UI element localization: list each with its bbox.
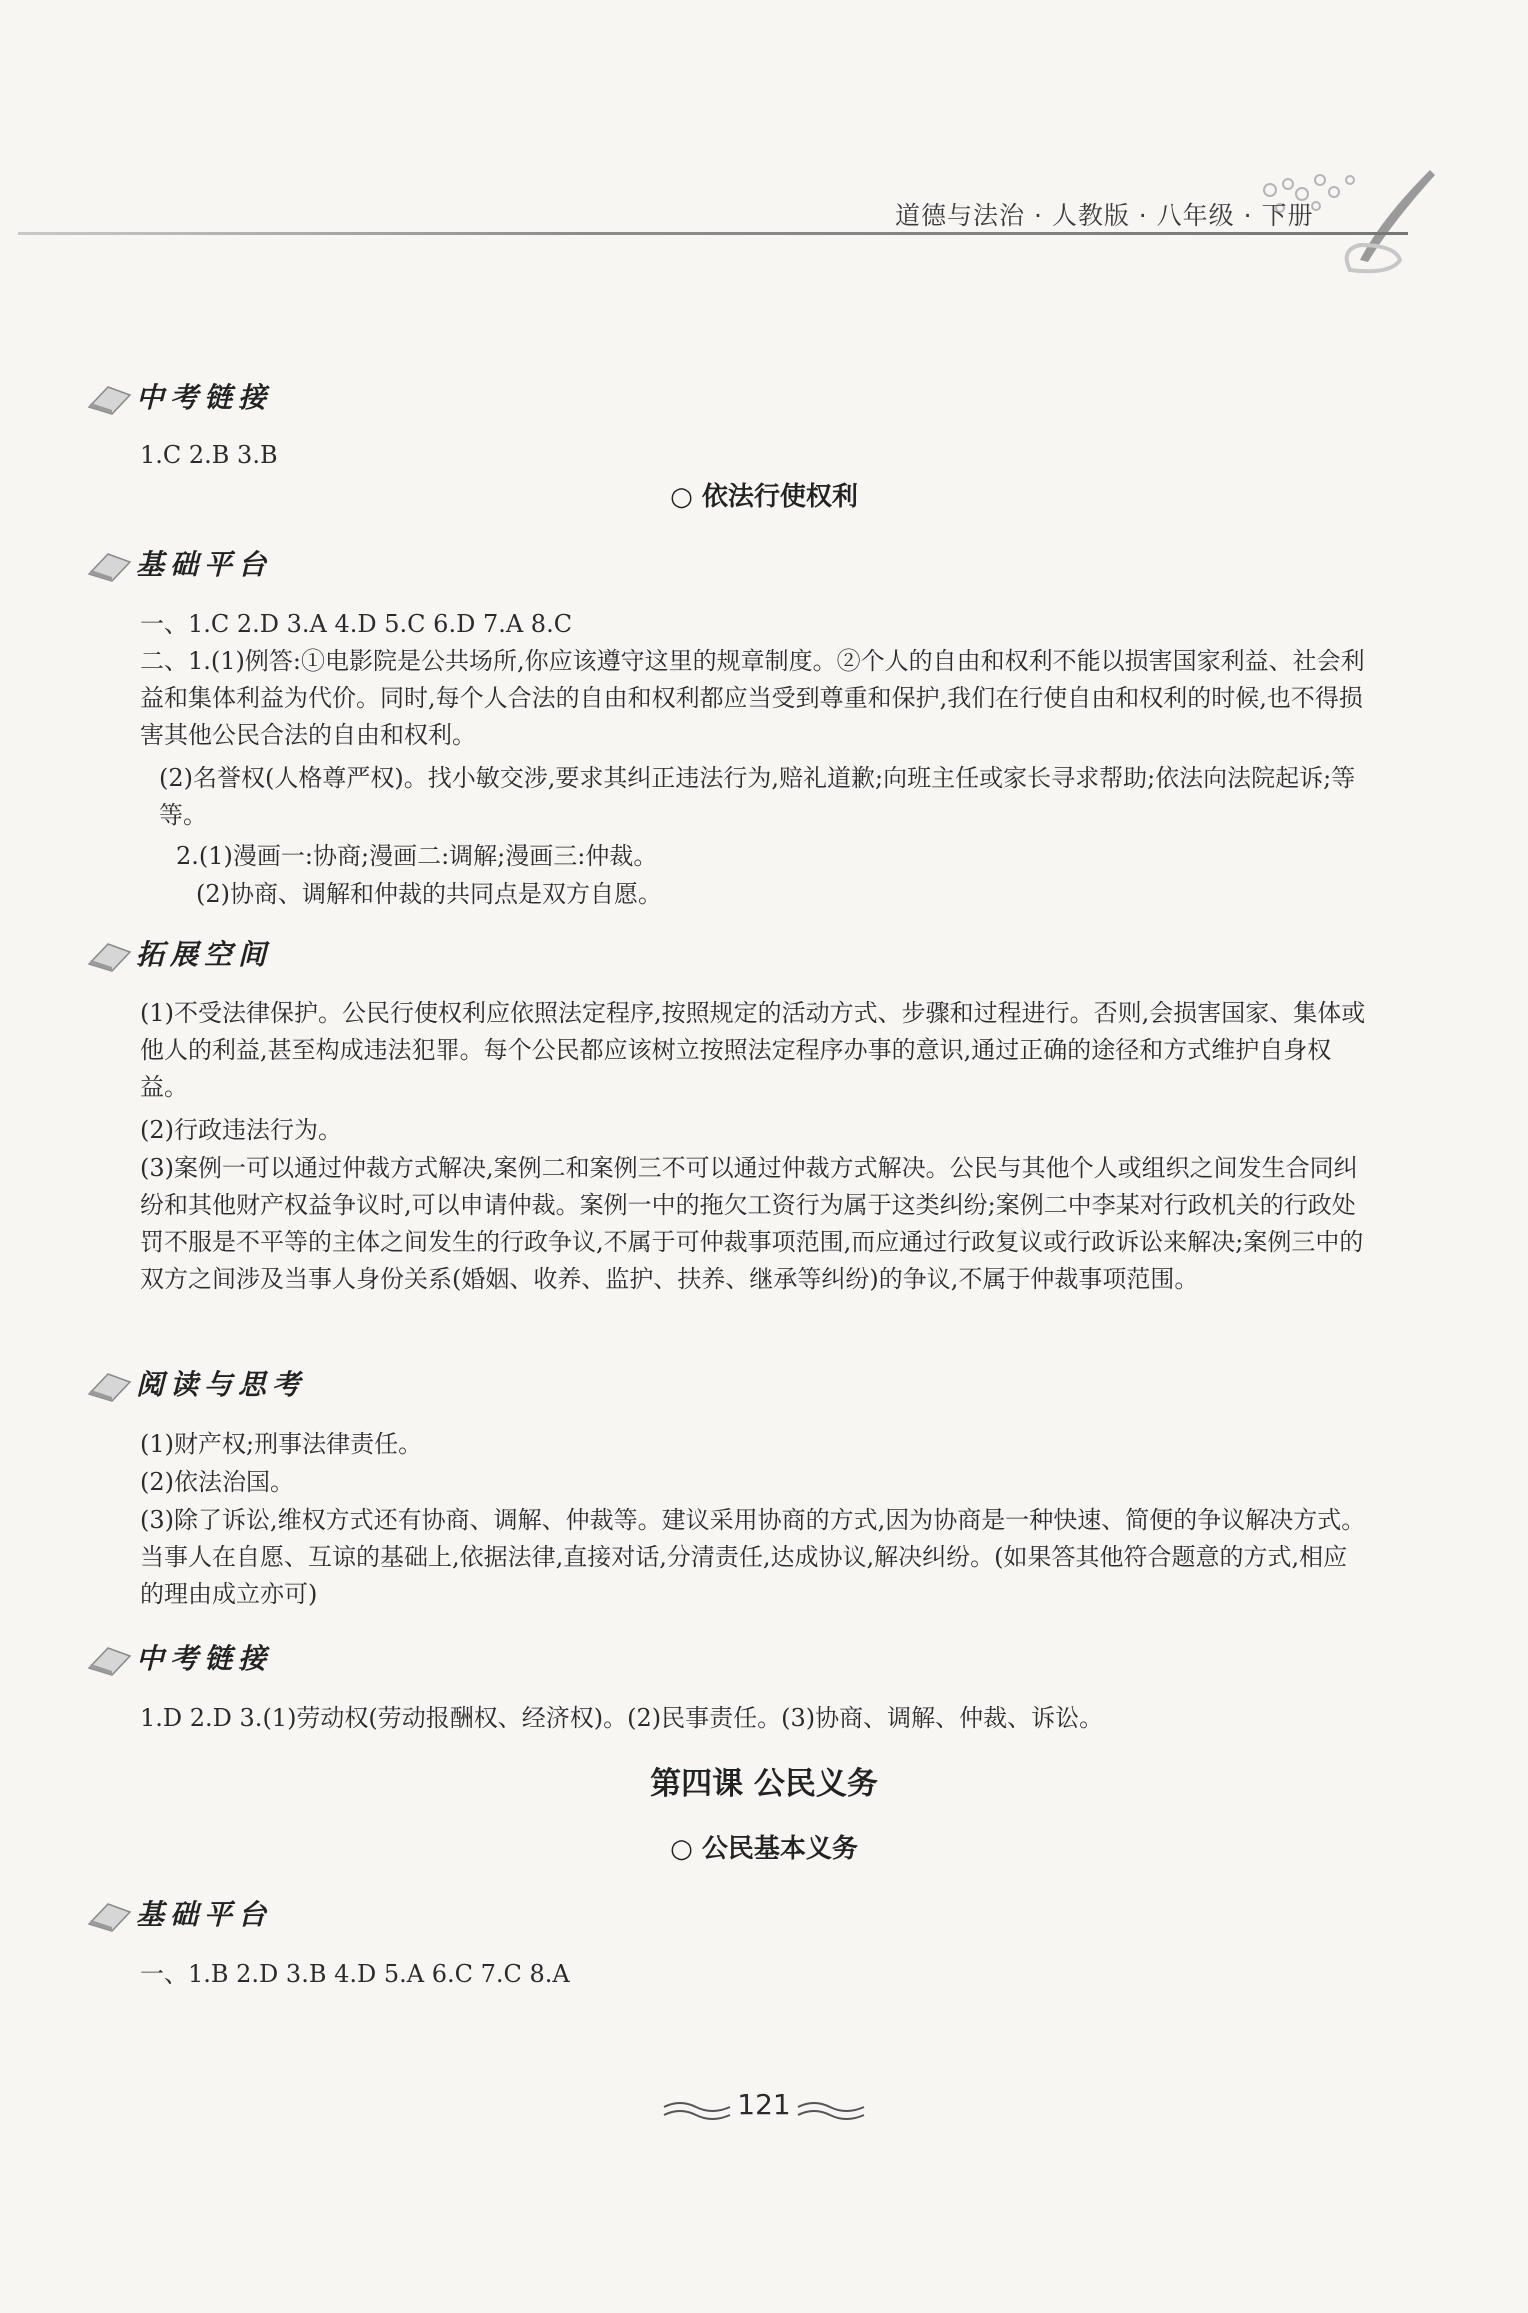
lesson-topic-title: ○ 公民基本义务	[670, 1834, 858, 1864]
answers-line: 一、1.C 2.D 3.A 4.D 5.C 6.D 7.A 8.C	[140, 610, 573, 638]
section-title: 中考链接	[136, 1642, 273, 1675]
wave-right-icon	[796, 2099, 866, 2121]
book-icon	[86, 377, 132, 415]
book-icon	[86, 934, 132, 972]
page-number	[0, 2088, 1528, 2121]
section-title: 阅读与思考	[136, 1368, 307, 1401]
section-title: 基础平台	[136, 1898, 273, 1931]
book-icon	[86, 1894, 132, 1932]
book-icon	[86, 1364, 132, 1402]
answer-line: (2)依法治国。	[140, 1468, 294, 1496]
section-heading-jichu-2	[86, 1890, 272, 1936]
answers-line: 1.D 2.D 3.(1)劳动权(劳动报酬权、经济权)。(2)民事责任。(3)协商、调解、仲裁、诉讼。	[140, 1704, 1104, 1732]
section-heading-jichu-1	[86, 540, 272, 586]
header-title: 道德与法治 · 人教版 · 八年级 · 下册	[895, 201, 1314, 230]
header-rule	[18, 232, 1408, 235]
section-title: 拓展空间	[136, 938, 273, 971]
answer-line: (2)行政违法行为。	[140, 1116, 342, 1144]
answer-paragraph: (3)案例一可以通过仲裁方式解决,案例二和案例三不可以通过仲裁方式解决。公民与其他个人或组织之间发生合同纠纷和其他财产权益争议时,可以申请仲裁。案例一中的拖欠工资行为属于这类纠纷;案例二中李某对行政机关的行政处罚不服是不平等的主体之间发生的行政争议,不属于可仲裁事项范围,而应通过行政复议或行政诉讼来解决;案例三中的双方之间涉及当事人身份关系(婚姻、收养、监护、扶养、继承等纠纷)的争议,不属于仲裁事项范围。	[140, 1154, 1364, 1293]
section-title: 中考链接	[136, 381, 273, 414]
answer-line: (2)协商、调解和仲裁的共同点是双方自愿。	[196, 880, 662, 908]
section-title: 基础平台	[136, 548, 273, 581]
book-icon	[86, 1638, 132, 1676]
answer-paragraph: (2)名誉权(人格尊严权)。找小敏交涉,要求其纠正违法行为,赔礼道歉;向班主任或家长寻求帮助;依法向法院起诉;等等。	[159, 764, 1356, 829]
book-icon	[86, 544, 132, 582]
answer-line: (1)财产权;刑事法律责任。	[140, 1430, 423, 1458]
answer-paragraph: 二、1.(1)例答:①电影院是公共场所,你应该遵守这里的规章制度。②个人的自由和权利不能以损害国家利益、社会利益和集体利益为代价。同时,每个人合法的自由和权利都应当受到尊重和保护,我们在行使自由和权利的时候,也不得损害其他公民合法的自由和权利。	[140, 647, 1365, 749]
answers-line: 1.C 2.B 3.B	[140, 441, 278, 469]
section-heading-yuedu	[86, 1360, 306, 1406]
lesson-topic-title: ○ 依法行使权利	[670, 482, 858, 512]
wave-left-icon	[662, 2099, 732, 2121]
answers-line: 一、1.B 2.D 3.B 4.D 5.A 6.C 7.C 8.A	[140, 1960, 570, 1988]
section-heading-zhongkao-2	[86, 1634, 272, 1680]
lesson-title: 第四课 公民义务	[650, 1766, 878, 1802]
answer-paragraph: (1)不受法律保护。公民行使权利应依照法定程序,按照规定的活动方式、步骤和过程进行。否则,会损害国家、集体或他人的利益,甚至构成违法犯罪。每个公民都应该树立按照法定程序办事的意识,通过正确的途径和方式维护自身权益。	[140, 999, 1366, 1101]
answer-paragraph: (3)除了诉讼,维权方式还有协商、调解、仲裁等。建议采用协商的方式,因为协商是一种快速、简便的争议解决方式。当事人在自愿、互谅的基础上,依据法律,直接对话,分清责任,达成协议,解决纠纷。(如果答其他符合题意的方式,相应的理由成立亦可)	[140, 1506, 1366, 1608]
answer-line: 2.(1)漫画一:协商;漫画二:调解;漫画三:仲裁。	[176, 842, 658, 870]
page-number-text: 121	[737, 2088, 791, 2121]
section-heading-zhongkao-1	[86, 373, 272, 419]
section-heading-tuozhan	[86, 930, 272, 976]
